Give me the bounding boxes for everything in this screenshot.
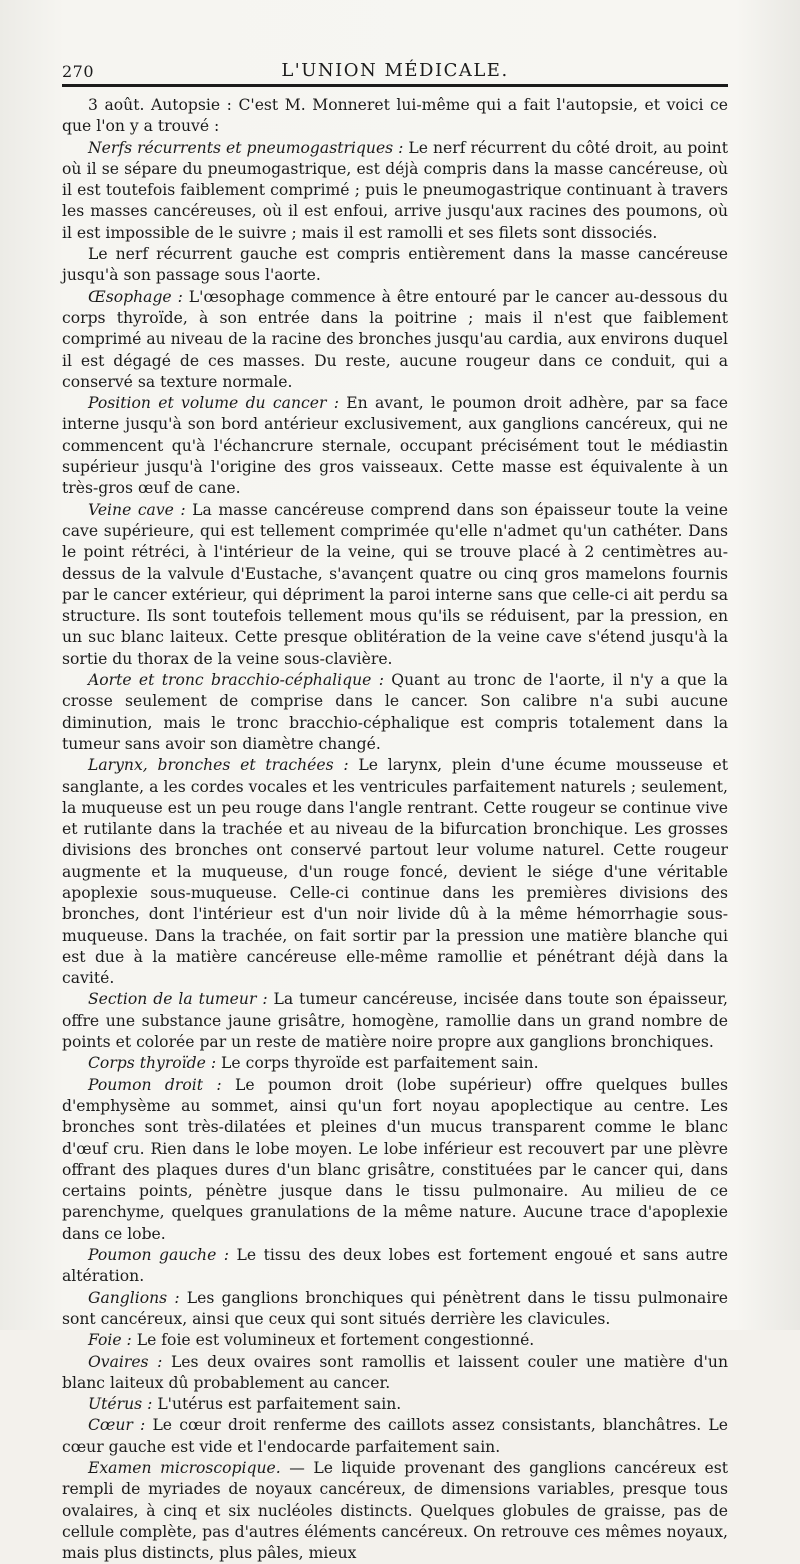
- section-lead: Aorte et tronc bracchio-céphalique :: [88, 671, 384, 690]
- paragraph: [62, 1288, 728, 1331]
- paragraph: [62, 500, 728, 670]
- section-lead: Larynx, bronches et trachées :: [88, 756, 349, 775]
- section-lead: Veine cave :: [88, 500, 186, 519]
- paragraph-text: Le nerf récurrent du côté droit, au point où il se sépare du pneumogastrique, est déjà compris dans la masse cancéreuse, où il est toutefois faiblement comprimé ; puis le pneumogastrique continuant à travers les masses cancéreuses, où il est enfoui, arrive jusqu'aux racines des poumons, où il est impossible de le suivre ; mais il est ramolli et ses filets sont dissociés.: [62, 138, 728, 242]
- paragraph-text: Les ganglions bronchiques qui pénètrent dans le tissu pulmonaire sont cancéreux, ainsi que ceux qui sont situés derrière les clavicules.: [62, 1288, 728, 1328]
- section-lead: Œsophage :: [88, 287, 183, 306]
- article-body: [62, 95, 728, 1564]
- paragraph: [62, 1053, 728, 1074]
- paragraph: [62, 670, 728, 755]
- page-number: 270: [62, 62, 95, 81]
- page-header: [62, 56, 728, 87]
- paragraph: [62, 1394, 728, 1415]
- section-lead: Cœur :: [88, 1416, 146, 1435]
- section-lead: Foie :: [88, 1331, 132, 1350]
- paragraph-text: L'utérus est parfaitement sain.: [152, 1395, 402, 1414]
- paragraph-text: Le cœur droit renferme des caillots assez consistants, blanchâtres. Le cœur gauche est vide et l'endocarde parfaitement sain.: [62, 1416, 728, 1456]
- paragraph-text: Le foie est volumineux et fortement congestionné.: [131, 1331, 535, 1350]
- paragraph: [62, 393, 728, 499]
- paragraph-text: Le larynx, plein d'une écume mousseuse et sanglante, a les cordes vocales et les ventricules parfaitement naturels ; seulement, la muqueuse est un peu rouge dans l'angle rentrant. Cette rougeur se continue vive et rutilante dans la trachée et au niveau de la bifurcation bronchique. Les grosses divisions des bronches ont conservé partout leur volume naturel. Cette rougeur augmente et la muqueuse, d'un rouge foncé, devient le siége d'une véritable apoplexie sous-muqueuse. Celle-ci continue dans les premières divisions des bronches, dont l'intérieur est d'un noir livide dû à la même hémorrhagie sous-muqueuse. Dans la trachée, on fait sortir par la pression une matière blanche qui est due à la matière cancéreuse elle-même ramollie et pénétrant déjà dans la cavité.: [62, 756, 728, 988]
- paragraph-text: La masse cancéreuse comprend dans son épaisseur toute la veine cave supérieure, qui est tellement comprimée qu'elle n'admet qu'un cathéter. Dans le point rétréci, à l'intérieur de la veine, qui se trouve placé à 2 centimètres au-dessus de la valvule d'Eustache, s'avançent quatre ou cinq gros mamelons fournis par le cancer extérieur, qui dépriment la paroi interne sans que celle-ci ait perdu sa structure. Ils sont toutefois tellement mous qu'ils se réduisent, par la pression, en un suc blanc laiteux. Cette presque oblitération de la veine cave s'étend jusqu'à la sortie du thorax de la veine sous-clavière.: [62, 500, 728, 668]
- paragraph-text: Les deux ovaires sont ramollis et laissent couler une matière d'un blanc laiteux dû probablement au cancer.: [62, 1352, 728, 1392]
- section-lead: Nerfs récurrents et pneumogastriques :: [88, 138, 404, 157]
- paragraph-text: L'œsophage commence à être entouré par le cancer au-dessous du corps thyroïde, à son entrée dans la poitrine ; mais il n'est que faiblement comprimé au niveau de la racine des bronches jusqu'au cardia, aux environs duquel il est dégagé de ces masses. Du reste, aucune rougeur dans ce conduit, qui a conservé sa texture normale.: [62, 287, 729, 391]
- paragraph: [62, 1415, 728, 1458]
- paragraph: [62, 989, 728, 1053]
- section-lead: Corps thyroïde :: [88, 1054, 217, 1073]
- paragraph: [62, 1330, 728, 1351]
- paragraph-text: Le poumon droit (lobe supérieur) offre quelques bulles d'emphysème au sommet, ainsi qu'un fort noyau apoplectique au centre. Les bronches sont très-dilatées et pleines d'un mucus transparent comme le blanc d'œuf cru. Rien dans le lobe moyen. Le lobe inférieur est recouvert par une plèvre offrant des plaques dures d'un blanc grisâtre, constituées par le cancer qui, dans certains points, pénètre jusque dans le tissu pulmonaire. Au milieu de ce parenchyme, quelques granulations de la même nature. Aucune trace d'apoplexie dans ce lobe.: [62, 1075, 728, 1243]
- section-lead: Utérus :: [88, 1395, 153, 1414]
- paragraph: [62, 1458, 728, 1564]
- section-lead: Position et volume du cancer :: [88, 394, 339, 413]
- paragraph-text: La tumeur cancéreuse, incisée dans toute son épaisseur, offre une substance jaune grisâtre, homogène, ramollie dans un grand nombre de points et colorée par un reste de matière noire propre aux ganglions bronchiques.: [62, 990, 728, 1052]
- section-lead: Ganglions :: [88, 1288, 180, 1307]
- paragraph: [62, 138, 728, 244]
- paragraph: [62, 755, 728, 989]
- section-lead: Ovaires :: [88, 1352, 163, 1371]
- section-lead: Poumon droit :: [88, 1075, 222, 1094]
- paragraph: [62, 287, 728, 393]
- section-lead: Poumon gauche :: [88, 1246, 230, 1265]
- paragraph-text: Le nerf récurrent gauche est compris entièrement dans la masse cancéreuse jusqu'à son passage sous l'aorte.: [62, 245, 728, 285]
- paragraph: [62, 244, 728, 287]
- running-title: L'UNION MÉDICALE.: [281, 60, 509, 81]
- section-lead: Examen microscopique.: [88, 1459, 281, 1477]
- paragraph: [62, 1352, 728, 1395]
- paragraph-text: Le tissu des deux lobes est fortement engoué et sans autre altération.: [62, 1246, 728, 1286]
- paragraph-text: 3 août. Autopsie : C'est M. Monneret lui-même qui a fait l'autopsie, et voici ce que l'on y a trouvé :: [62, 96, 728, 136]
- paragraph: [62, 95, 728, 138]
- paragraph: [62, 1245, 728, 1288]
- paragraph: [62, 1075, 728, 1245]
- paragraph-text: Le corps thyroïde est parfaitement sain.: [216, 1054, 539, 1073]
- paragraph-text: Quant au tronc de l'aorte, il n'y a que la crosse seulement de comprise dans le cancer. Son calibre n'a subi aucune diminution, mais le tronc bracchio-céphalique est compris totalement dans la tumeur sans avoir son diamètre changé.: [62, 671, 728, 753]
- section-lead: Section de la tumeur :: [88, 990, 268, 1009]
- paragraph-text: — Le liquide provenant des ganglions cancéreux est rempli de myriades de noyaux cancéreux, de dimensions variables, presque tous ovalaires, à cinq et six nucléoles distincts. Quelques globules de graisse, pas de cellule complète, pas d'autres éléments cancéreux. On retrouve ces mêmes noyaux, mais plus distincts, plus pâles, mieux: [62, 1459, 728, 1563]
- paragraph-text: En avant, le poumon droit adhère, par sa face interne jusqu'à son bord antérieur exclusivement, aux ganglions cancéreux, qui ne commencent qu'à l'échancrure sternale, occupant précisément tout le médiastin supérieur jusqu'à l'origine des gros vaisseaux. Cette masse est équivalente à un très-gros œuf de cane.: [62, 394, 728, 498]
